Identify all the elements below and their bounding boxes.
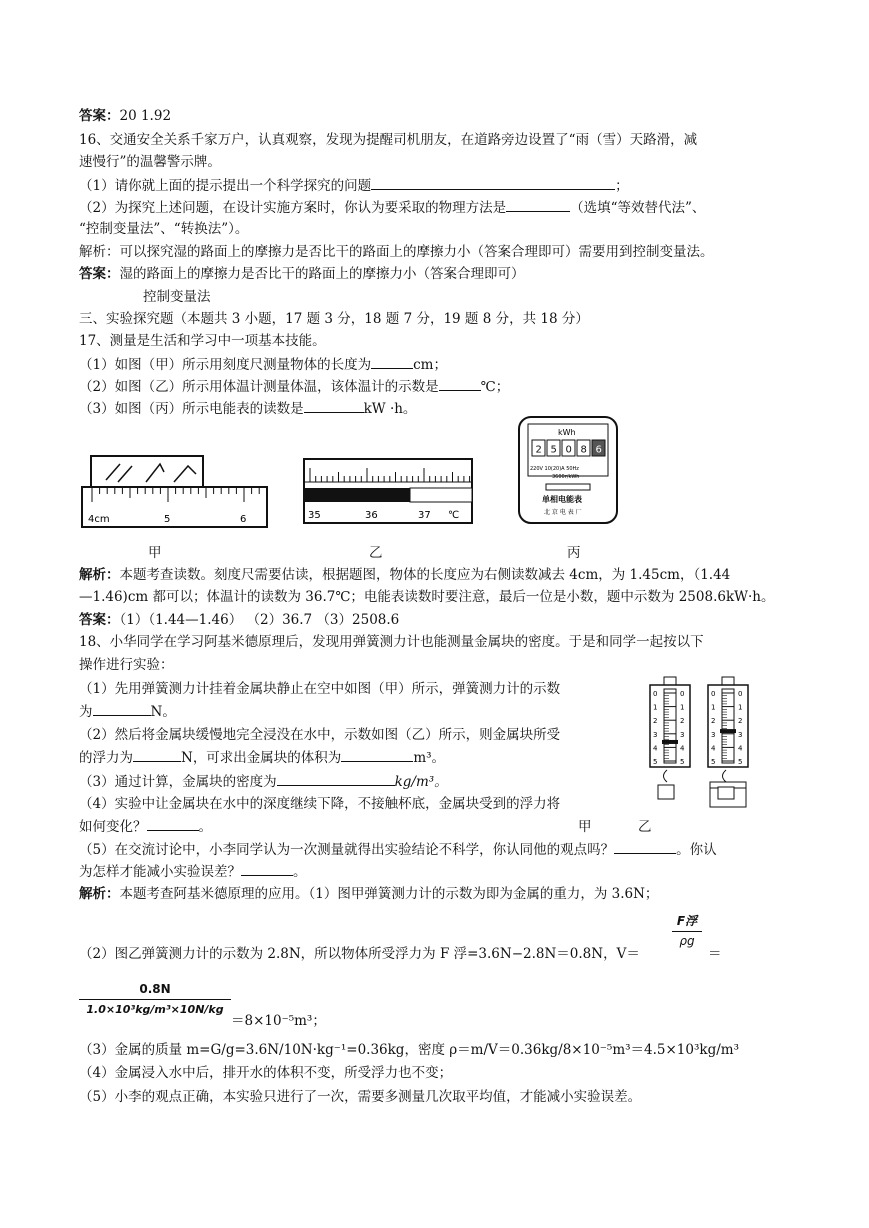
scale-number: 4 [711,744,716,753]
svg-text:北 京 电 表 厂: 北 京 电 表 厂 [544,509,582,516]
scale-number: 2 [711,717,716,726]
svg-text:kWh: kWh [558,428,576,437]
scale-number: 1 [653,703,658,712]
q18-part5: （5）在交流讨论中，小李同学认为一次测量就得出实验结论不科学，你认同他的观点吗？ 。你认 [79,842,717,858]
q18-part5-cont: 为怎样才能减小实验误差？ 。 [79,864,307,880]
q18-stem-2: 操作进行实验： [79,657,174,673]
scale-number: 1 [711,703,716,712]
scale-number: 0 [738,690,743,698]
q16-part2: （2）为探究上述问题，在设计实施方案时，你认为要采取的物理方法是 （选填“等效替代法”、 [79,200,706,216]
q18-analysis-3: （3）金属的质量 m=G/g=3.6N/10N·kg⁻¹=0.36kg，密度 ρ＝m/V＝0.36kg/8×10⁻⁵m³＝4.5×10³kg/m³ [79,1042,739,1058]
q18-analysis-2: （2）图乙弹簧测力计的示数为 2.8N，所以物体所受浮力为 F 浮=3.6N−2.8N＝0.8N，V＝ [79,946,640,962]
meter-digit: 6 [595,444,602,456]
scale-pointer [720,729,736,733]
ruler-label-4cm: 4cm [88,514,110,525]
q17-analysis-1: 解析：本题考查读数。刻度尺需要估读，根据题图，物体的长度应为右侧读数减去 4cm，为 1.45cm，（1.44 [79,567,731,583]
caption-jia: 甲 [148,545,162,561]
q18-analysis-4: （4）金属浸入水中后，排开水的体积不变，所受浮力也不变； [79,1065,453,1081]
scale-number: 2 [738,717,743,726]
section-3-title: 三、实验探究题（本题共 3 小题，17 题 3 分，18 题 7 分，19 题 8 分，共 18 分） [79,311,589,327]
caption-spring-yi: 乙 [638,819,652,835]
scale-number: 2 [653,717,658,726]
spring-scale-figure [640,675,760,815]
svg-text:220V 10(20)A 50Hz: 220V 10(20)A 50Hz [530,466,579,472]
q17-part2: （2）如图（乙）所示用体温计测量体温，该体温计的示数是 ℃； [79,379,510,395]
scale-number: 0 [680,690,685,698]
scale-number: 4 [653,744,658,753]
q17-stem: 17、测量是生活和学习中一项基本技能。 [79,333,326,349]
svg-text:3600r/kWh: 3600r/kWh [552,474,580,480]
q17-analysis-2: —1.46)cm 都可以；体温计的读数为 36.7℃；电能表读数时要注意，最后一位是小数，题中示数为 2508.6kW·h。 [79,589,775,605]
formula-eq: ＝ [708,946,722,962]
scale-number: 3 [738,730,743,739]
q16-line1: 16、交通安全关系千家万户，认真观察，发现为提醒司机朋友，在道路旁边设置了“雨（雪）天路滑，减 [79,132,698,148]
scale-number: 3 [680,730,685,739]
numeric-fraction: 0.8N 1.0×10³kg/m³×10N/kg [79,982,231,1016]
svg-text:36: 36 [365,510,378,521]
scale-number: 4 [738,744,743,753]
scale-number: 5 [653,758,658,766]
electricity-meter-figure [516,414,620,526]
q18-analysis-5: （5）小李的观点正确，本实验只进行了一次，需要多测量几次取平均值，才能减小实验误差。 [79,1089,642,1105]
svg-text:℃: ℃ [448,510,460,521]
scale-number: 3 [711,730,716,739]
q18-part4: （4）实验中让金属块在水中的深度继续下降，不接触杯底，金属块受到的浮力将 [79,796,561,812]
ruler-figure [78,450,273,535]
meter-digit: 0 [565,444,572,456]
answer-15: 答案：20 1.92 [79,108,172,124]
q18-volume-result: ＝8×10⁻⁵m³； [231,1013,326,1029]
meter-digit: 5 [550,444,557,456]
meter-digit: 2 [535,444,542,456]
scale-number: 0 [653,690,658,698]
q18-analysis-1: 解析：本题考查阿基米德原理的应用。（1）图甲弹簧测力计的示数为即为金属的重力，为 3.6N； [79,886,659,902]
q18-part1: （1）先用弹簧测力计挂着金属块静止在空中如图（甲）所示，弹簧测力计的示数 [79,681,561,697]
svg-text:单相电能表: 单相电能表 [542,495,582,504]
scale-number: 3 [653,730,658,739]
q18-part1-cont: 为 N。 [79,704,176,720]
caption-yi: 乙 [369,545,383,561]
meter-digit: 8 [580,444,587,456]
q18-part2: （2）然后将金属块缓慢地完全浸没在水中，示数如图（乙）所示，则金属块所受 [79,727,561,743]
q16-part1: （1）请你就上面的提示提出一个科学探究的问题 ； [79,178,629,194]
scale-number: 2 [680,717,685,726]
q17-part3: （3）如图（丙）所示电能表的读数是 kW ·h。 [79,401,417,417]
volume-formula-fraction: F浮 ρg [672,912,702,948]
thermometer-figure [298,455,478,530]
q17-part1: （1）如图（甲）所示用刻度尺测量物体的长度为 cm； [79,357,447,373]
q18-part3: （3）通过计算，金属块的密度为 kg/m³。 [79,774,448,790]
scale-number: 4 [680,744,685,753]
q16-analysis: 解析：可以探究湿的路面上的摩擦力是否比干的路面上的摩擦力小（答案合理即可）需要用到控制变量法。 [79,244,714,260]
q18-stem-1: 18、小华同学在学习阿基米德原理后，发现用弹簧测力计也能测量金属块的密度。于是和同学一起按以下 [79,634,704,650]
q17-answer: 答案：（1）（1.44—1.46） （2）36.7 （3）2508.6 [79,612,400,628]
ruler-label-6: 6 [240,514,247,525]
scale-number: 5 [680,758,685,766]
scale-number: 5 [711,758,716,766]
scale-number: 1 [738,703,743,712]
svg-text:35: 35 [308,510,321,521]
q16-line2: 速慢行”的温馨警示牌。 [79,154,221,170]
svg-text:37: 37 [418,510,431,521]
scale-number: 0 [711,690,716,698]
q18-part2-cont: 的浮力为 N，可求出金属块的体积为 m³。 [79,750,446,766]
ruler-label-5: 5 [164,514,171,525]
scale-number: 5 [738,758,743,766]
scale-pointer [662,740,678,744]
q16-answer-2: 控制变量法 [143,289,211,305]
caption-bing: 丙 [567,545,581,561]
scale-number: 1 [680,703,685,712]
q18-part4-cont: 如何变化？ 。 [79,819,212,835]
q16-answer: 答案：湿的路面上的摩擦力是否比干的路面上的摩擦力小（答案合理即可） [79,266,525,282]
caption-spring-jia: 甲 [578,819,592,835]
q16-part2-cont: “控制变量法”、“转换法”）。 [79,221,249,237]
